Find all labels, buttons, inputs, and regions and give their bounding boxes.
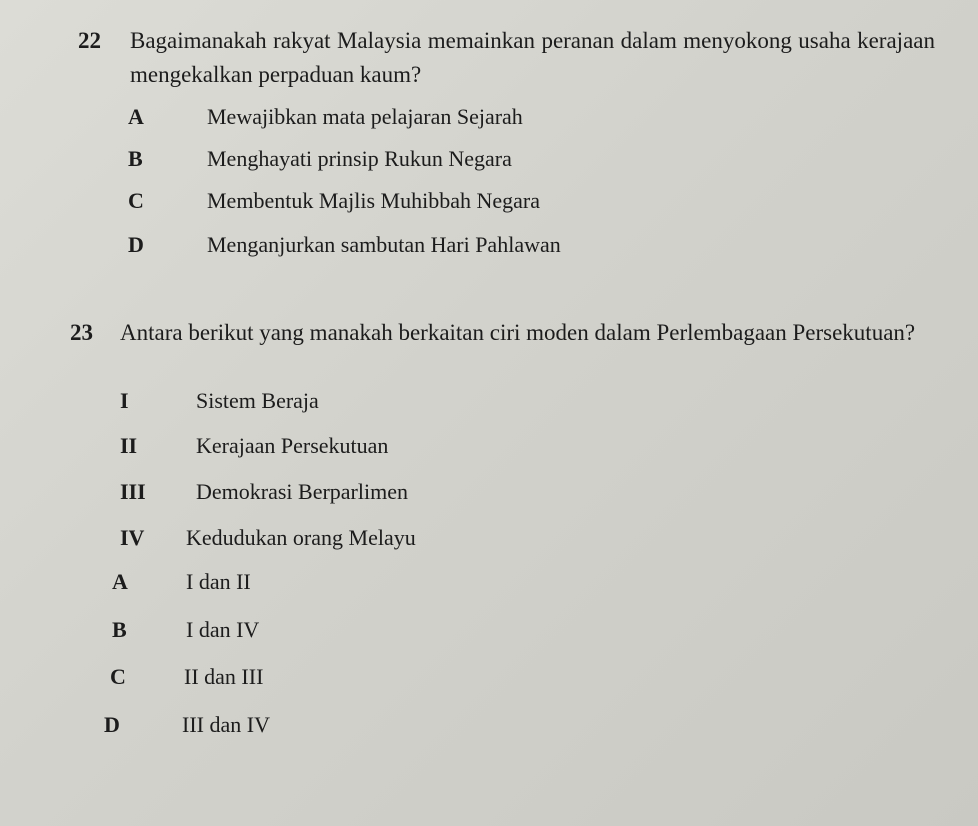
question-22-option-a-letter: A — [128, 104, 144, 129]
question-23-item-i-text: Sistem Beraja — [196, 388, 319, 413]
question-23-item-iii-numeral: III — [120, 479, 146, 504]
question-23-option-c-letter: C — [110, 664, 126, 689]
question-22-option-b-letter: B — [128, 146, 143, 171]
question-23-number: 23 — [70, 320, 93, 345]
question-23-text: Antara berikut yang manakah berkaitan ciri moden dalam Perlembagaan Persekutuan? — [120, 320, 916, 345]
question-22-option-d-text: Menganjurkan sambutan Hari Pahlawan — [207, 232, 561, 257]
question-23-option-b-text: I dan IV — [186, 617, 260, 642]
question-22-option-c-text: Membentuk Majlis Muhibbah Negara — [207, 188, 540, 213]
question-22-number: 22 — [78, 28, 101, 53]
question-23-item-ii-numeral: II — [120, 433, 138, 458]
question-23-option-d-letter: D — [104, 712, 120, 737]
question-23-item-iv-text: Kedudukan orang Melayu — [186, 525, 416, 550]
question-23-item-i-numeral: I — [120, 388, 129, 413]
question-23-item-iii-text: Demokrasi Berparlimen — [196, 479, 408, 504]
question-22-option-a-text: Mewajibkan mata pelajaran Sejarah — [207, 104, 523, 129]
question-22-option-c-letter: C — [128, 188, 144, 213]
question-23-option-a-text: I dan II — [186, 569, 251, 594]
question-23-item-iv-numeral: IV — [120, 525, 145, 550]
question-23-item-ii-text: Kerajaan Persekutuan — [196, 433, 389, 458]
question-23-option-c-text: II dan III — [184, 664, 264, 689]
question-22-text: Bagaimanakah rakyat Malaysia memainkan peranan dalam menyokong usaha kerajaan mengekalkan perpaduan kaum? — [130, 28, 935, 87]
question-23-option-d-text: III dan IV — [182, 712, 270, 737]
question-23-option-a-letter: A — [112, 569, 128, 594]
question-22-option-d-letter: D — [128, 232, 144, 257]
question-22-option-b-text: Menghayati prinsip Rukun Negara — [207, 146, 512, 171]
question-23-option-b-letter: B — [112, 617, 127, 642]
